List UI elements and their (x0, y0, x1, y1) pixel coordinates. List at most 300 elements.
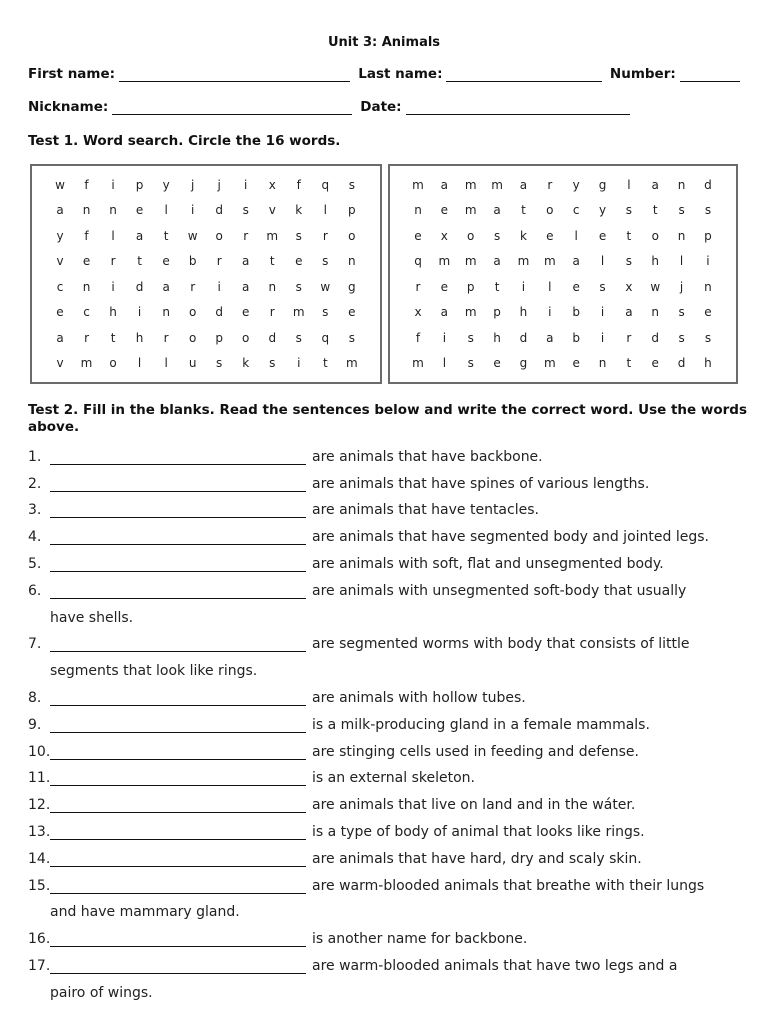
grid-letter[interactable]: s (599, 279, 606, 294)
grid-letter[interactable]: s (322, 305, 329, 320)
answer-blank[interactable] (50, 450, 306, 465)
grid-letter[interactable]: w (320, 279, 331, 294)
grid-letter[interactable]: s (678, 305, 685, 320)
grid_left-row (32, 351, 380, 377)
grid-letter[interactable]: i (217, 279, 221, 294)
word-search-grid-left (30, 164, 382, 384)
grid-letter[interactable]: r (269, 305, 275, 320)
grid-letter[interactable]: t (652, 203, 658, 218)
grid-letter[interactable]: o (215, 228, 223, 243)
date-label: Date: (360, 99, 402, 115)
grid-letter[interactable]: r (110, 254, 116, 269)
sentence-item (28, 572, 748, 599)
grid-letter[interactable]: i (137, 305, 142, 320)
grid_left-row (32, 172, 380, 198)
answer-blank[interactable] (50, 584, 306, 599)
sentence-number: 7. (28, 636, 42, 653)
sentence-text: are animals with hollow tubes. (312, 689, 526, 706)
grid-letter[interactable]: l (111, 228, 115, 243)
grid-letter[interactable]: t (163, 228, 169, 243)
grid-letter[interactable]: a (135, 228, 144, 243)
grid-letter[interactable]: n (651, 305, 660, 320)
sentence-text: are animals that have tentacles. (312, 502, 539, 519)
grid-letter[interactable]: p (348, 203, 356, 218)
answer-blank[interactable] (50, 530, 306, 545)
answer-blank[interactable] (50, 798, 306, 813)
grid-letter[interactable]: m (517, 254, 530, 269)
grid-letter[interactable]: g (348, 279, 356, 294)
grid-letter[interactable]: s (295, 228, 302, 243)
grid-letter[interactable]: s (625, 203, 632, 218)
grid-letter[interactable]: t (626, 228, 632, 243)
sentence-text: are animals that have backbone. (312, 448, 543, 465)
grid-letter[interactable]: r (163, 330, 169, 345)
fill-in-sentences (28, 438, 748, 1001)
grid-letter[interactable]: i (111, 177, 115, 192)
grid-letter[interactable]: r (216, 254, 222, 269)
sentence-continuation: segments that look like rings. (50, 663, 258, 680)
first-name-field[interactable] (119, 67, 350, 82)
grid-letter[interactable]: e (82, 254, 91, 269)
grid-letter[interactable]: f (84, 177, 89, 192)
sentence-number: 6. (28, 582, 42, 599)
sentence-continuation: pairo of wings. (50, 984, 153, 1001)
grid-letter[interactable]: t (521, 203, 526, 218)
sentence-item (28, 679, 748, 706)
grid-letter[interactable]: a (242, 279, 250, 294)
grid-letter[interactable]: t (269, 254, 275, 269)
grid-letter[interactable]: o (109, 356, 117, 371)
sentence-number: 5. (28, 555, 42, 572)
grid-letter[interactable]: s (678, 203, 685, 218)
grid-letter[interactable]: l (574, 228, 578, 243)
grid-letter[interactable]: n (82, 203, 91, 218)
grid-letter[interactable]: a (493, 254, 501, 269)
grid_right-row (390, 223, 736, 249)
grid-letter[interactable]: m (266, 228, 279, 243)
sentence-text: are animals that have segmented body and jointed legs. (312, 529, 709, 546)
grid-letter[interactable]: k (519, 228, 527, 243)
grid-letter[interactable]: n (82, 279, 91, 294)
grid-letter[interactable]: a (519, 177, 528, 192)
grid-letter[interactable]: i (521, 279, 526, 294)
grid-letter[interactable]: r (626, 330, 632, 345)
grid-letter[interactable]: i (442, 330, 447, 345)
grid_left-row (32, 325, 380, 351)
grid-letter[interactable]: j (190, 177, 195, 192)
grid-letter[interactable]: s (467, 356, 474, 371)
grid-letter[interactable]: r (243, 228, 249, 243)
first-name-label: First name: (28, 66, 116, 82)
date-field[interactable] (406, 100, 630, 115)
sentence-item (28, 492, 748, 519)
sentence-item (28, 733, 748, 760)
grid-letter[interactable]: j (679, 279, 684, 294)
sentence-number: 3. (28, 502, 42, 519)
answer-blank[interactable] (50, 932, 306, 947)
grid-letter[interactable]: s (269, 356, 276, 371)
sentence-number: 12. (28, 797, 51, 814)
grid-letter[interactable]: d (677, 356, 686, 371)
grid_right-row (390, 172, 736, 198)
grid-letter[interactable]: e (242, 305, 250, 320)
grid-letter[interactable]: d (519, 330, 528, 345)
grid-letter[interactable]: e (414, 228, 422, 243)
grid-letter[interactable]: e (162, 254, 170, 269)
grid-letter[interactable]: i (244, 177, 248, 192)
sentence-item (28, 947, 748, 974)
grid-letter[interactable]: s (678, 330, 685, 345)
sentence-item (28, 840, 748, 867)
sentence-text: are animals that have hard, dry and scaly skin. (312, 850, 642, 867)
sentence-number: 17. (28, 957, 51, 974)
grid-letter[interactable]: s (322, 254, 329, 269)
grid-letter[interactable]: d (215, 203, 223, 218)
sentence-text: are segmented worms with body that consists of little (312, 636, 690, 653)
grid-letter[interactable]: e (56, 305, 64, 320)
grid-letter[interactable]: m (292, 305, 305, 320)
sentence-text: is another name for backbone. (312, 931, 528, 948)
sentence-number: 1. (28, 448, 42, 465)
grid-letter[interactable]: q (321, 177, 330, 192)
answer-blank[interactable] (50, 825, 306, 840)
grid-letter[interactable]: a (242, 254, 250, 269)
sentence-number: 14. (28, 850, 51, 867)
sentence-continuation: and have mammary gland. (50, 904, 240, 921)
grid-letter[interactable]: h (651, 254, 660, 269)
sentence-item (28, 813, 748, 840)
grid-letter[interactable]: v (268, 203, 276, 218)
grid-letter[interactable]: e (572, 279, 580, 294)
grid-letter[interactable]: l (164, 203, 168, 218)
sentence-number: 9. (28, 716, 42, 733)
sentence-number: 10. (28, 743, 51, 760)
grid-letter[interactable]: m (464, 254, 477, 269)
grid-letter[interactable]: m (464, 305, 477, 320)
grid-letter[interactable]: n (268, 279, 277, 294)
grid-letter[interactable]: r (190, 279, 196, 294)
grid-letter[interactable]: a (56, 203, 64, 218)
test2-heading-line2: above. (28, 419, 80, 435)
grid-letter[interactable]: i (111, 279, 115, 294)
grid-letter[interactable]: h (135, 330, 144, 345)
nickname-field[interactable] (112, 100, 352, 115)
sentence-number: 11. (28, 770, 51, 787)
grid_right-row (390, 274, 736, 300)
grid-letter[interactable]: s (216, 356, 223, 371)
grid-letter[interactable]: m (491, 177, 503, 192)
grid-letter[interactable]: t (137, 254, 142, 269)
grid-letter[interactable]: p (135, 177, 144, 192)
grid-letter[interactable]: b (188, 254, 197, 269)
sentence-item (28, 920, 748, 947)
grid-letter[interactable]: a (440, 305, 449, 320)
grid-letter[interactable]: n (704, 279, 712, 294)
grid-letter[interactable]: w (187, 228, 198, 243)
last-name-field[interactable] (446, 67, 601, 82)
nickname-label: Nickname: (28, 99, 109, 115)
test1-heading: Test 1. Word search. Circle the 16 words. (28, 133, 341, 149)
grid-letter[interactable]: h (519, 305, 528, 320)
grid-letter[interactable]: c (83, 305, 90, 320)
grid-letter[interactable]: t (110, 330, 116, 345)
sentence-text: is a milk-producing gland in a female mammals. (312, 716, 650, 733)
grid-letter[interactable]: s (348, 330, 355, 345)
test2-heading-line1: Test 2. Fill in the blanks. Read the sentences below and write the correct word. Use the words (28, 402, 748, 418)
grid-letter[interactable]: s (295, 330, 302, 345)
grid_left-row (32, 300, 380, 326)
grid-letter[interactable]: s (242, 203, 249, 218)
grid-letter[interactable]: o (242, 330, 250, 345)
grid-letter[interactable]: f (84, 228, 89, 243)
sentence-item (28, 545, 748, 572)
grid-letter[interactable]: e (704, 305, 712, 320)
grid-letter[interactable]: j (217, 177, 221, 192)
grid-letter[interactable]: g (598, 177, 607, 192)
grid-letter[interactable]: d (704, 177, 712, 192)
sentence-number: 15. (28, 877, 51, 894)
answer-blank[interactable] (50, 557, 306, 572)
sentence-item (28, 438, 748, 465)
grid-letter[interactable]: l (164, 356, 168, 371)
grid-letter[interactable]: s (467, 330, 474, 345)
grid-letter[interactable]: o (651, 228, 659, 243)
answer-blank[interactable] (50, 503, 306, 518)
grid-letter[interactable]: b (572, 305, 580, 320)
answer-blank[interactable] (50, 718, 306, 733)
grid-letter[interactable]: l (548, 279, 552, 294)
grid-letter[interactable]: m (345, 356, 358, 371)
grid-letter[interactable]: v (56, 254, 64, 269)
grid-letter[interactable]: e (598, 228, 607, 243)
answer-blank[interactable] (50, 852, 306, 867)
grid-letter[interactable]: n (414, 203, 422, 218)
sentence-item (28, 867, 748, 894)
grid-letter[interactable]: k (242, 356, 250, 371)
sentence-text: is a type of body of animal that looks like rings. (312, 823, 645, 840)
grid-letter[interactable]: p (704, 228, 712, 243)
grid-letter[interactable]: a (625, 305, 633, 320)
sentence-item (28, 626, 748, 653)
sentence-number: 13. (28, 823, 51, 840)
grid_right-row (390, 198, 736, 224)
grid-letter[interactable]: l (323, 203, 327, 218)
grid-letter[interactable]: a (651, 177, 659, 192)
grid-letter[interactable]: m (543, 356, 556, 371)
grid-letter[interactable]: q (321, 330, 330, 345)
grid-letter[interactable]: r (84, 330, 89, 345)
grid-letter[interactable]: u (188, 356, 197, 371)
grid-letter[interactable]: w (650, 279, 661, 294)
grid-letter[interactable]: s (704, 330, 712, 345)
sentence-number: 2. (28, 475, 42, 492)
grid-letter[interactable]: l (442, 356, 447, 371)
sentence-item (28, 760, 748, 787)
number-field[interactable] (680, 67, 740, 82)
grid-letter[interactable]: c (572, 203, 580, 218)
grid-letter[interactable]: f (415, 330, 421, 345)
grid-letter[interactable]: s (704, 203, 712, 218)
grid-letter[interactable]: i (190, 203, 195, 218)
grid-letter[interactable]: a (493, 203, 501, 218)
grid-letter[interactable]: p (493, 305, 501, 320)
sentence-item (28, 465, 748, 492)
grid-letter[interactable]: m (438, 254, 451, 269)
grid-letter[interactable]: i (548, 305, 552, 320)
grid-letter[interactable]: y (162, 177, 170, 192)
answer-blank[interactable] (50, 477, 306, 492)
grid-letter[interactable]: m (464, 177, 477, 192)
grid-letter[interactable]: x (625, 279, 633, 294)
grid-letter[interactable]: p (215, 330, 223, 345)
grid-letter[interactable]: r (547, 177, 553, 192)
grid-letter[interactable]: m (80, 356, 93, 371)
grid-letter[interactable]: t (626, 356, 632, 371)
grid-letter[interactable]: c (56, 279, 64, 294)
grid-letter[interactable]: w (55, 177, 65, 192)
page-title: Unit 3: Animals (327, 35, 441, 50)
grid-letter[interactable]: s (348, 177, 355, 192)
grid_right-row (390, 249, 736, 275)
grid-letter[interactable]: l (600, 254, 605, 269)
sentence-number: 16. (28, 931, 51, 948)
sentence-text: are animals that live on land and in the wáter. (312, 797, 636, 814)
grid-letter[interactable]: d (135, 279, 144, 294)
grid_left-row (32, 274, 380, 300)
grid-letter[interactable]: s (625, 254, 632, 269)
grid-letter[interactable]: s (295, 279, 302, 294)
grid-letter[interactable]: n (598, 356, 607, 371)
grid_left-row (32, 223, 380, 249)
sentence-text: are animals with unsegmented soft-body that usually (312, 582, 687, 599)
grid-letter[interactable]: n (162, 305, 170, 320)
grid-letter[interactable]: a (56, 330, 64, 345)
grid-letter[interactable]: a (162, 279, 170, 294)
grid-letter[interactable]: n (677, 177, 686, 192)
grid-letter[interactable]: l (679, 254, 684, 269)
grid-letter[interactable]: o (348, 228, 356, 243)
grid-letter[interactable]: p (466, 279, 475, 294)
grid-letter[interactable]: t (322, 356, 328, 371)
last-name-label: Last name: (358, 66, 443, 82)
grid-letter[interactable]: h (109, 305, 117, 320)
grid-letter[interactable]: v (56, 356, 64, 371)
grid-letter[interactable]: i (706, 254, 710, 269)
answer-blank[interactable] (50, 745, 306, 760)
word-search-grid-right (388, 164, 738, 384)
sentence-item (28, 786, 748, 813)
grid-letter[interactable]: m (412, 177, 424, 192)
grid-letter[interactable]: y (572, 177, 580, 192)
answer-blank[interactable] (50, 637, 306, 652)
grid-letter[interactable]: e (348, 305, 356, 320)
grid-letter[interactable]: e (440, 203, 449, 218)
grid-letter[interactable]: m (543, 254, 556, 269)
grid-letter[interactable]: a (440, 177, 449, 192)
sentence-text: are warm-blooded animals that have two legs and a (312, 957, 678, 974)
grid-letter[interactable]: a (572, 254, 580, 269)
grid-letter[interactable]: e (135, 203, 144, 218)
number-label: Number: (609, 66, 676, 82)
sentence-number: 8. (28, 689, 42, 706)
grid-letter[interactable]: b (572, 330, 580, 345)
sentence-item (28, 706, 748, 733)
grid_right-row (390, 351, 736, 377)
grid-letter[interactable]: l (627, 177, 631, 192)
nickname-fields-row (28, 99, 740, 115)
grid-letter[interactable]: e (572, 356, 580, 371)
grid-letter[interactable]: i (297, 356, 301, 371)
answer-blank[interactable] (50, 959, 306, 974)
answer-blank[interactable] (50, 771, 306, 786)
grid-letter[interactable]: i (600, 305, 605, 320)
grid-letter[interactable]: h (493, 330, 501, 345)
grid-letter[interactable]: x (268, 177, 276, 192)
grid_left-row (32, 198, 380, 224)
grid-letter[interactable]: x (414, 305, 422, 320)
grid-letter[interactable]: g (519, 356, 528, 371)
grid-letter[interactable]: y (598, 203, 607, 218)
grid-letter[interactable]: o (546, 203, 554, 218)
answer-blank[interactable] (50, 691, 306, 706)
grid-letter[interactable]: m (412, 356, 424, 371)
grid_right-row (390, 325, 736, 351)
sentence-text: are animals with soft, flat and unsegmented body. (312, 555, 664, 572)
grid-letter[interactable]: r (415, 279, 421, 294)
grid-letter[interactable]: l (137, 356, 142, 371)
grid-letter[interactable]: d (215, 305, 223, 320)
grid-letter[interactable]: e (651, 356, 659, 371)
grid-letter[interactable]: d (651, 330, 660, 345)
grid-letter[interactable]: e (546, 228, 554, 243)
grid-letter[interactable]: o (188, 305, 197, 320)
grid-letter[interactable]: f (296, 177, 301, 192)
grid-letter[interactable]: n (677, 228, 686, 243)
grid-letter[interactable]: i (600, 330, 605, 345)
grid-letter[interactable]: o (188, 330, 197, 345)
sentence-item (28, 518, 748, 545)
grid_left-row (32, 249, 380, 275)
grid-letter[interactable]: e (295, 254, 303, 269)
grid-letter[interactable]: t (494, 279, 500, 294)
grid-letter[interactable]: e (440, 279, 449, 294)
sentence-text: is an external skeleton. (312, 770, 475, 787)
sentence-continuation: have shells. (50, 609, 134, 626)
grid-letter[interactable]: r (322, 228, 328, 243)
name-fields-row (28, 66, 740, 82)
grid-letter[interactable]: x (440, 228, 448, 243)
grid-letter[interactable]: n (109, 203, 117, 218)
sentence-number: 4. (28, 529, 42, 546)
grid-letter[interactable]: m (464, 203, 477, 218)
answer-blank[interactable] (50, 879, 306, 894)
grid-letter[interactable]: d (268, 330, 277, 345)
grid-letter[interactable]: a (546, 330, 554, 345)
sentence-text: are warm-blooded animals that breathe with their lungs (312, 877, 705, 894)
grid_right-row (390, 300, 736, 326)
grid-letter[interactable]: o (467, 228, 475, 243)
grid-letter[interactable]: e (493, 356, 501, 371)
grid-letter[interactable]: k (295, 203, 303, 218)
grid-letter[interactable]: y (56, 228, 64, 243)
grid-letter[interactable]: s (493, 228, 501, 243)
grid-letter[interactable]: q (414, 254, 422, 269)
grid-letter[interactable]: n (348, 254, 356, 269)
sentence-text: are animals that have spines of various lengths. (312, 475, 650, 492)
grid-letter[interactable]: h (704, 356, 712, 371)
sentence-text: are stinging cells used in feeding and defense. (312, 743, 639, 760)
test2-heading (28, 402, 748, 436)
